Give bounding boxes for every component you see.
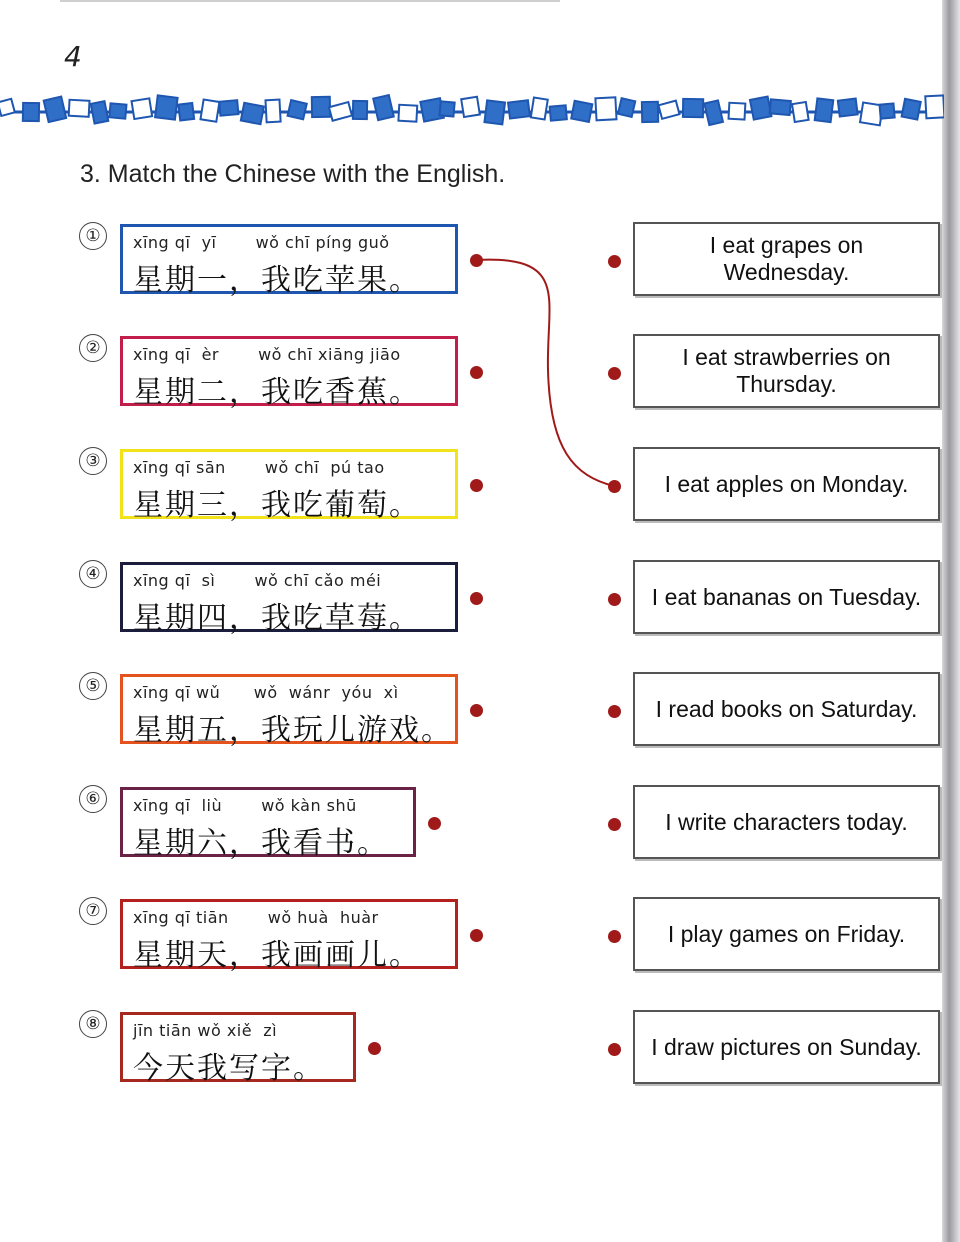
item-number: ④ (79, 560, 107, 588)
border-shape (398, 105, 417, 122)
chinese-sentence-box (120, 336, 458, 410)
pinyin-text: xīng qī wǔ wǒ wánr yóu xì (133, 683, 399, 702)
border-shape (241, 103, 264, 124)
english-sentence-box (633, 1010, 940, 1084)
english-sentence-text: I eat apples on Monday. (664, 470, 909, 497)
border-shape (550, 105, 567, 120)
english-sentence-box (633, 560, 940, 634)
english-sentence-box (633, 334, 940, 408)
chinese-match-dot[interactable] (470, 929, 483, 942)
border-shape (815, 98, 834, 122)
item-number: ① (79, 222, 107, 250)
chinese-sentence-box (120, 674, 458, 748)
english-sentence-box (633, 447, 940, 521)
hanzi-text: 星期天，我画画儿。 (133, 938, 421, 973)
english-match-dot[interactable] (608, 367, 621, 380)
border-shape (0, 99, 15, 116)
english-match-dot[interactable] (608, 705, 621, 718)
chinese-match-dot[interactable] (470, 366, 483, 379)
chinese-match-dot[interactable] (428, 817, 441, 830)
english-sentence-box (633, 222, 940, 296)
english-sentence-box (633, 897, 940, 971)
item-number: ⑥ (79, 785, 107, 813)
border-shape (91, 101, 109, 123)
hanzi-text: 今天我写字。 (133, 1051, 325, 1086)
border-shape (132, 98, 153, 119)
border-shape (329, 102, 352, 121)
english-match-dot[interactable] (608, 1043, 621, 1056)
item-number: ⑦ (79, 897, 107, 925)
chinese-sentence-box (120, 224, 458, 298)
border-shape (353, 101, 367, 119)
chinese-sentence-box (120, 1012, 356, 1086)
english-sentence-text: I write characters today. (665, 808, 908, 835)
border-shape (925, 95, 944, 118)
hanzi-text: 星期二，我吃香蕉。 (133, 375, 421, 410)
chinese-sentence-box (120, 562, 458, 636)
border-shape (265, 100, 280, 123)
border-shape (373, 95, 394, 120)
item-number: ② (79, 334, 107, 362)
pinyin-text: xīng qī èr wǒ chī xiāng jiāo (133, 345, 401, 364)
english-sentence-text: I read books on Saturday. (655, 695, 918, 722)
hanzi-text: 星期五，我玩儿游戏。 (133, 713, 453, 748)
border-shape (902, 99, 921, 120)
pinyin-text: xīng qī sān wǒ chī pú tao (133, 458, 385, 477)
english-sentence-text: I eat grapes on Wednesday. (709, 232, 864, 285)
english-sentence-text: I eat strawberries on Thursday. (682, 344, 891, 397)
border-shape (484, 100, 505, 124)
border-shape (571, 101, 592, 122)
chinese-sentence-box (120, 449, 458, 523)
english-sentence-box (633, 785, 940, 859)
english-sentence-text: I play games on Friday. (667, 920, 906, 947)
chinese-match-dot[interactable] (470, 704, 483, 717)
hanzi-text: 星期三，我吃葡萄。 (133, 488, 421, 523)
decorative-border (0, 88, 944, 132)
page-edge (942, 0, 960, 1242)
top-rule (60, 0, 560, 2)
pinyin-text: xīng qī yī wǒ chī píng guǒ (133, 233, 390, 252)
page-number: 4 (64, 40, 82, 73)
item-number: ③ (79, 447, 107, 475)
border-shape (440, 101, 455, 116)
border-shape (618, 98, 635, 117)
chinese-sentence-box (120, 899, 458, 973)
english-match-dot[interactable] (608, 593, 621, 606)
border-shape (531, 98, 548, 120)
chinese-match-dot[interactable] (470, 592, 483, 605)
pinyin-text: xīng qī tiān wǒ huà huàr (133, 908, 379, 927)
border-shape (792, 102, 809, 122)
chinese-match-dot[interactable] (470, 479, 483, 492)
english-sentence-box (633, 672, 940, 746)
border-shape (729, 103, 746, 120)
instruction-heading: 3. Match the Chinese with the English. (80, 160, 506, 188)
border-shape (23, 103, 39, 121)
hanzi-text: 星期六，我看书。 (133, 826, 389, 861)
english-match-dot[interactable] (608, 480, 621, 493)
english-match-dot[interactable] (608, 930, 621, 943)
border-shape (838, 98, 858, 116)
border-shape (658, 101, 679, 119)
border-shape (461, 97, 480, 117)
pinyin-text: xīng qī sì wǒ chī cǎo méi (133, 571, 382, 590)
border-shape (642, 102, 658, 122)
border-shape (109, 103, 126, 118)
pinyin-text: jīn tiān wǒ xiě zì (133, 1021, 278, 1040)
chinese-sentence-box (120, 787, 416, 861)
border-shape (155, 95, 178, 119)
item-number: ⑧ (79, 1010, 107, 1038)
border-shape (880, 103, 895, 118)
english-sentence-text: I eat bananas on Tuesday. (651, 583, 922, 610)
chinese-match-dot[interactable] (470, 254, 483, 267)
border-shape (312, 97, 330, 117)
border-shape (44, 97, 66, 122)
chinese-match-dot[interactable] (368, 1042, 381, 1055)
border-shape (704, 100, 723, 125)
pinyin-text: xīng qī liù wǒ kàn shū (133, 796, 357, 815)
border-shape (200, 99, 219, 121)
border-shape (508, 100, 530, 118)
connection-line (476, 260, 614, 486)
border-shape (595, 97, 616, 120)
border-shape (288, 100, 307, 119)
border-shape (178, 103, 194, 121)
hanzi-text: 星期一，我吃苹果。 (133, 263, 421, 298)
border-shape (683, 99, 703, 117)
border-shape (69, 100, 90, 117)
border-shape (770, 99, 791, 115)
item-number: ⑤ (79, 672, 107, 700)
english-match-dot[interactable] (608, 818, 621, 831)
border-shape (750, 97, 771, 120)
hanzi-text: 星期四，我吃草莓。 (133, 601, 421, 636)
english-match-dot[interactable] (608, 255, 621, 268)
border-shape (219, 100, 238, 116)
english-sentence-text: I draw pictures on Sunday. (651, 1033, 922, 1060)
